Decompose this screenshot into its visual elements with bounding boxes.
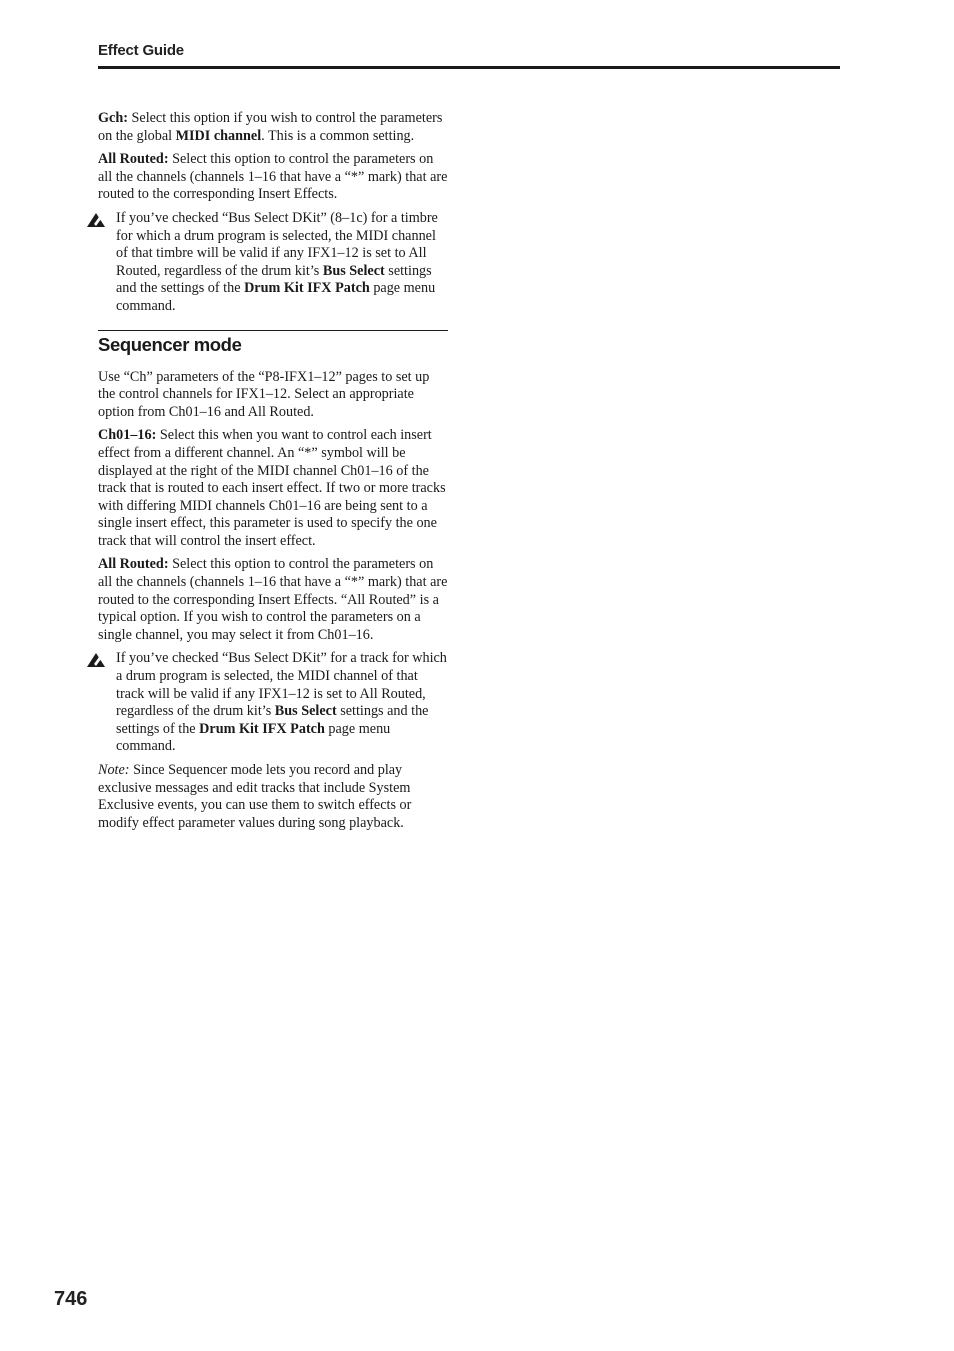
midi-channel-term: MIDI channel: [175, 127, 262, 144]
gch-text-2: . This is a common setting.: [261, 127, 415, 144]
text-column: [98, 110, 448, 838]
caution-1-text-3: page menu command.: [116, 280, 436, 314]
note-paragraph: [98, 762, 448, 832]
caution-note-2: [98, 650, 448, 756]
caution-2-bold-2: Drum Kit IFX Patch: [199, 720, 325, 737]
all-routed-paragraph-2: [98, 556, 448, 644]
gch-text-1: Select this option if you wish to control the parameters on the global: [98, 110, 443, 144]
caution-icon: [86, 652, 106, 668]
caution-2-text-1: If you’ve checked “Bus Select DKit” for a track for which a drum program is selected, the MIDI channel of that track will be valid if any IFX1–12 is set to All Routed, regardless of the drum kit’s: [116, 650, 447, 720]
note-label: Note:: [98, 762, 130, 778]
header-rule: [98, 66, 840, 69]
ch0116-label: Ch01–16:: [98, 427, 157, 444]
all-routed-label-1: All Routed:: [98, 151, 169, 168]
ch0116-text: Select this when you want to control each insert effect from a different channel. An “*” symbol will be displayed at the right of the MIDI channel Ch01–16 of the track that is routed to each insert effect. If two or more tracks with differing MIDI channels Ch01–16 are being sent to a single insert effect, this parameter is used to specify the one track that will control the insert effect.: [98, 427, 446, 549]
running-header: Effect Guide: [98, 42, 184, 59]
all-routed-paragraph-1: [98, 151, 448, 204]
caution-1-text-1: If you’ve checked “Bus Select DKit” (8–1c) for a timbre for which a drum program is selected, the MIDI channel of that timbre will be valid if any IFX1–12 is set to All Routed, regardless of the drum kit’s: [116, 209, 438, 279]
caution-1-bold-1: Bus Select: [322, 262, 385, 279]
caution-2-bold-1: Bus Select: [274, 703, 337, 720]
caution-2-text-2: settings and the settings of the: [116, 703, 429, 737]
note-text: Since Sequencer mode lets you record and play exclusive messages and edit tracks that include System Exclusive events, you can use them to switch effects or modify effect parameter values during song playback.: [98, 762, 412, 831]
all-routed-label-2: All Routed:: [98, 556, 169, 573]
page-number: 746: [54, 1288, 88, 1310]
ch0116-paragraph: [98, 427, 448, 550]
caution-2-text-3: page menu command.: [116, 720, 391, 755]
caution-icon: [86, 212, 106, 228]
sequencer-intro: Use “Ch” parameters of the “P8-IFX1–12” pages to set up the control channels for IFX1–12. Select an appropriate option from Ch01–16 and All Routed.: [98, 368, 430, 420]
caution-note-1: [98, 210, 448, 316]
gch-paragraph: [98, 110, 448, 145]
caution-1-bold-2: Drum Kit IFX Patch: [244, 280, 370, 297]
section-title: Sequencer mode: [98, 333, 242, 355]
caution-1-text-2: settings and the settings of the: [116, 262, 432, 297]
all-routed-text-1: Select this option to control the parameters on all the channels (channels 1–16 that have a “*” mark) that are routed to the corresponding Insert Effects.: [98, 151, 448, 203]
all-routed-text-2: Select this option to control the parameters on all the channels (channels 1–16 that have a “*” mark) that are routed to the corresponding Insert Effects. “All Routed” is a typical option. If you wish to control the parameters on a single channel, you may select it from Ch01–16.: [98, 556, 448, 643]
section-rule: [98, 330, 448, 331]
gch-label: Gch:: [98, 110, 128, 126]
